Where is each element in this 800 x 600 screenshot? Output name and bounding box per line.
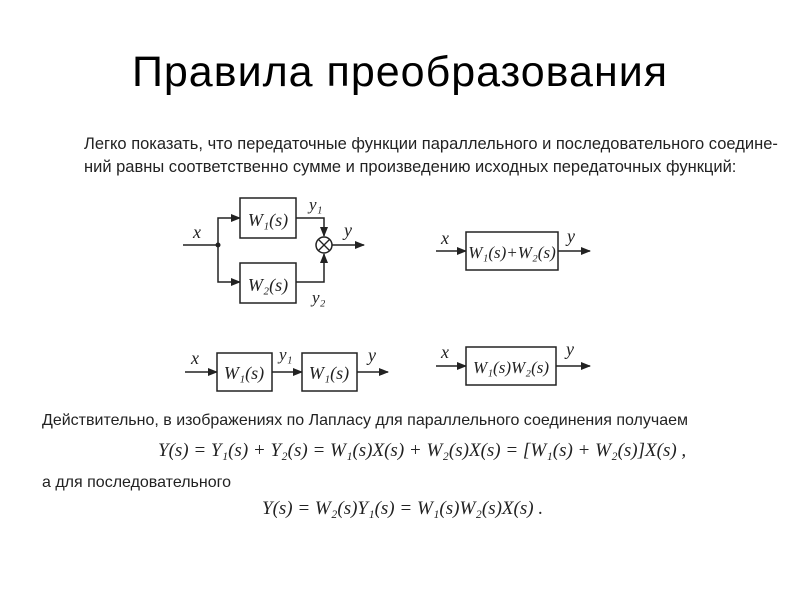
serial-equiv-block-label: W₁(s)W₂(s) [472,358,550,377]
y1-line [296,218,324,236]
summing-junction-icon [316,237,332,253]
serial-equiv-input-label: x [441,342,449,362]
serial-explanation: а для последовательного [42,474,231,491]
parallel-equiv-block-label: W₁(s)+W₂(s) [468,243,556,262]
y2-line [296,254,324,282]
serial-input-label: x [191,348,199,368]
serial-equiv-output-label: y [566,339,574,359]
parallel-y1-label: y₁ [309,195,323,214]
parallel-block-w2-label: W₂(s) [247,275,289,295]
serial-diagram [185,345,388,391]
parallel-equiv-input-label: x [441,228,449,248]
intro-line-1: Легко показать, что передаточные функции параллельного и последовательного соедине- [84,135,778,153]
serial-block-2-label: W₁(s) [308,363,350,383]
parallel-lower-branch [218,245,240,282]
parallel-equiv-output-label: y [567,226,575,246]
intro-line-2: ний равны соответственно сумме и произведению исходных передаточных функций: [84,158,737,176]
serial-mid-label: y₁ [279,345,293,364]
parallel-equation: Y(s) = Y₁(s) + Y₂(s) = W₁(s)X(s) + W₂(s)X(s) = [W₁(s) + W₂(s)]X(s) , [158,440,687,461]
serial-equivalent-diagram [436,339,590,385]
slide-title: Правила преобразования [131,48,669,96]
parallel-input-label: x [193,222,201,242]
parallel-y2-label: y₂ [312,288,326,307]
serial-equation: Y(s) = W₂(s)Y₁(s) = W₁(s)W₂(s)X(s) . [262,498,544,519]
parallel-output-label: y [344,220,352,240]
serial-block-1-label: W₁(s) [223,363,265,383]
parallel-block-w1-label: W₁(s) [247,210,289,230]
parallel-equivalent-diagram [436,226,590,270]
parallel-diagram [183,195,364,307]
parallel-explanation: Действительно, в изображениях по Лапласу для параллельного соединения получаем [42,412,688,429]
serial-output-label: y [368,345,376,365]
parallel-upper-branch [218,218,240,245]
